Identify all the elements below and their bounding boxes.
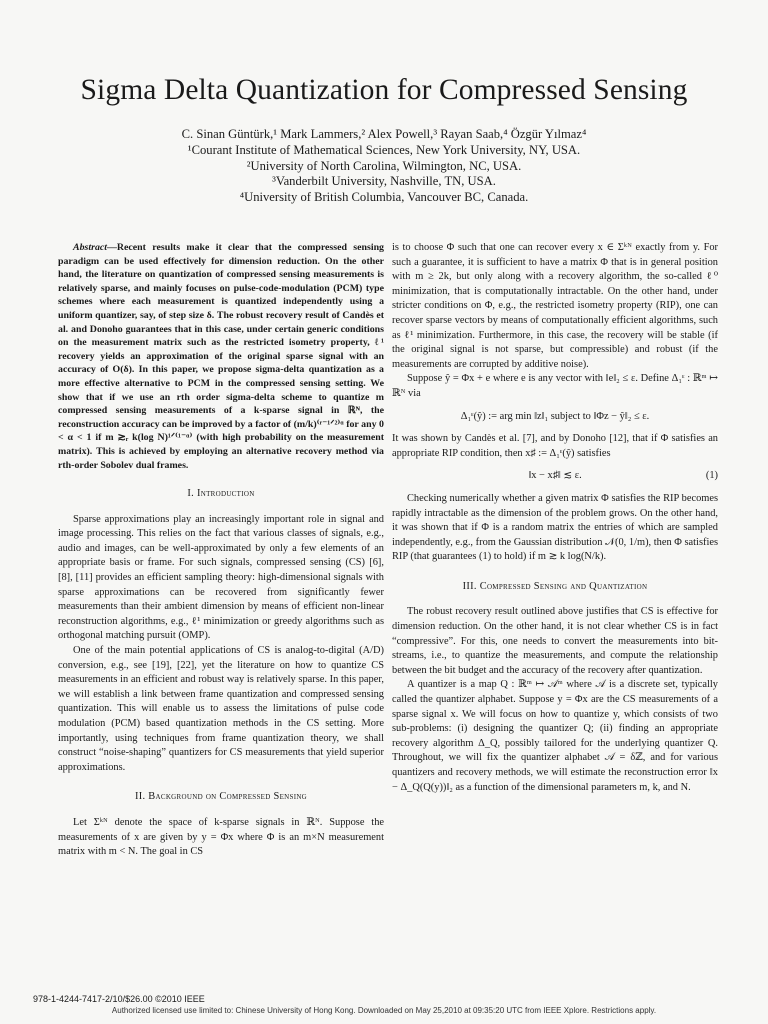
paragraph: One of the main potential applications of CS is analog-to-digital (A/D) conversion, e.g., see [19], [22], yet the literature on how to quantize CS measurements in an efficient and robust way is relatively sparse. In this paper, we will establish a link between frame quantization and compressed sensing quantization. This will enable us to assess the limitations of pulse code modulation (PCM) based quantization methods in the CS setting. More importantly, using techniques from frame quantization theory, we shall construct “noise-shaping” quantizers for CS measurements that yield superior approximations. <box>58 645 384 773</box>
abstract-label: Abstract <box>73 242 108 253</box>
affiliation-2: ²University of North Carolina, Wilmington, NC, USA. <box>246 158 522 173</box>
paragraph: Suppose ŷ = Φx + e where e is any vector with ‖e‖₂ ≤ ε. Define Δ₁ᵋ : ℝᵐ ↦ ℝᴺ via <box>392 373 718 399</box>
paper-title: Sigma Delta Quantization for Compressed Sensing <box>80 74 688 106</box>
equation-number: (1) <box>705 470 718 482</box>
left-column <box>58 241 384 860</box>
paragraph: Let Σᵏᴺ denote the space of k-sparse signals in ℝᴺ. Suppose the measurements of x are given by y = Φx where Φ is an m×N measurement matrix with m < N. The goal in CS <box>58 816 384 858</box>
right-column <box>392 241 718 795</box>
equation-l1-decoder <box>392 410 718 425</box>
paragraph: Sparse approximations play an increasingly important role in signal and image processing. This relies on the fact that various classes of signals, e.g., audio and images, can be well-approximated by only a few elements of an appropriate basis or frame. For such signals, compressed sensing (CS) [6], [8], [11] provides an efficient sampling theory: high-dimensional signals with sparse approximations can be recovered from significantly fewer measurements than their ambient dimension by means of efficient non-linear reconstruction algorithms, e.g., ℓ¹ minimization or greedy algorithms such as orthogonal matching pursuit (OMP). <box>58 513 384 642</box>
paragraph: A quantizer is a map Q : ℝᵐ ↦ 𝒜ᵐ where 𝒜 is a discrete set, typically called the quantizer alphabet. Suppose y = Φx are the CS measurements of a sparse signal x. We will focus on how to quantize y, which consists of two sub-problems: (i) designing the quantizer Q; (ii) finding an appropriate recovery algorithm Δ_Q, possibly tailored for the underlying quantizer Q. Throughout, we will fix the quantizer alphabet 𝒜 = δℤ, and for various quantizers and recovery methods, we will estimate the reconstruction error ‖x − Δ_Q(Q(y))‖₂ as a function of the dimensional parameters m, k, and N. <box>392 679 718 793</box>
paragraph: is to choose Φ such that one can recover every x ∈ Σᵏᴺ exactly from y. For such a guarantee, it is sufficient to have a matrix Φ that is in general position with m ≥ 2k, but only along with a recovery algorithm, the so-called ℓ⁰ minimization, that is computationally intractable. On the other hand, under stricter conditions on Φ, e.g., the restricted isometry property (RIP), one can recover sparse vectors by means of computationally efficient algorithms, such as ℓ¹ minimization. Furthermore, in this case, the recovery will be stable (if the original signal is not sparse, but compressible) and robust (if the measurements are corrupted by additive noise). <box>392 242 718 370</box>
equation-body: Δ₁ᵋ(ŷ) := arg min ‖z‖₁ subject to ‖Φz − ŷ‖₂ ≤ ε. <box>460 410 650 422</box>
isbn-footer: 978-1-4244-7417-2/10/$26.00 ©2010 IEEE <box>33 994 205 1004</box>
affiliation-3: ³Vanderbilt University, Nashville, TN, USA. <box>272 174 496 189</box>
affiliation-4: ⁴University of British Columbia, Vancouver BC, Canada. <box>239 190 529 205</box>
abstract-text: —Recent results make it clear that the compressed sensing paradigm can be used effectively for dimension reduction. On the other hand, the literature on quantization of compressed sensing measurements is relatively sparse, and mainly focuses on pulse-code-modulation (PCM) type schemes where each measurement is quantized independently using a uniform quantizer, say, of step size δ. The robust recovery result of Candès et al. and Donoho guarantees that in this case, under certain generic conditions on the measurement matrix such as the restricted isometry property, ℓ¹ recovery yields an approximation of the original sparse signal with an accuracy of O(δ). In this paper, we propose sigma-delta quantization as a more effective alternative to PCM in the compressed sensing setting. We show that if we use an rth order sigma-delta scheme to quantize m compressed sensing measurements of a k-sparse signal in ℝᴺ, the reconstruction accuracy can be improved by a factor of (m/k)⁽ʳ⁻¹ᐟ²⁾ᵅ for any 0 < α < 1 if m ≳ᵣ k(log N)¹ᐟ⁽¹⁻ᵅ⁾ (with high probability on the measurement matrix). This is achieved by employing an alternative recovery method via rth-order Sobolev dual frames. <box>58 242 384 471</box>
paragraph: Checking numerically whether a given matrix Φ satisfies the RIP becomes rapidly intractable as the dimension of the problem grows. On the other hand, it was shown that if Φ is a random matrix the entries of which are sampled independently, e.g., from the Gaussian distribution 𝒩(0, 1/m), then Φ satisfies RIP (that guarantees (1) to hold) if m ≳ k log(N/k). <box>392 492 718 563</box>
equation-body: ‖x − x♯‖ ≲ ε. <box>528 470 582 482</box>
affiliation-1: ¹Courant Institute of Mathematical Sciences, New York University, NY, USA. <box>187 142 581 157</box>
equation-1 <box>392 469 718 484</box>
paragraph: The robust recovery result outlined above justifies that CS is effective for dimension reduction. On the other hand, it is not clear whether CS is in fact “compressive”. For this, one needs to convert the measurements into bit-streams, i.e., to quantize the measurements, and compute the relationship between the bit budget and the accuracy of the recovery after quantization. <box>392 606 718 676</box>
abstract <box>58 241 384 472</box>
section-heading-background: II. Background on Compressed Sensing <box>134 791 308 803</box>
section-heading-cs-quantization: III. Compressed Sensing and Quantization <box>462 580 648 592</box>
section-heading-introduction: I. Introduction <box>187 488 255 500</box>
paragraph: It was shown by Candès et al. [7], and by Donoho [12], that if Φ satisfies an appropriate RIP condition, then x♯ := Δ₁ᵋ(ŷ) satisfies <box>392 433 718 459</box>
license-footer: Authorized licensed use limited to: Chinese University of Hong Kong. Downloaded on May 25,2010 at 09:35:20 UTC from IEEE Xplore. Restrictions apply. <box>111 1006 657 1015</box>
author-block <box>0 127 768 206</box>
author-names: C. Sinan Güntürk,¹ Mark Lammers,² Alex Powell,³ Rayan Saab,⁴ Özgür Yılmaz⁴ <box>181 127 587 141</box>
